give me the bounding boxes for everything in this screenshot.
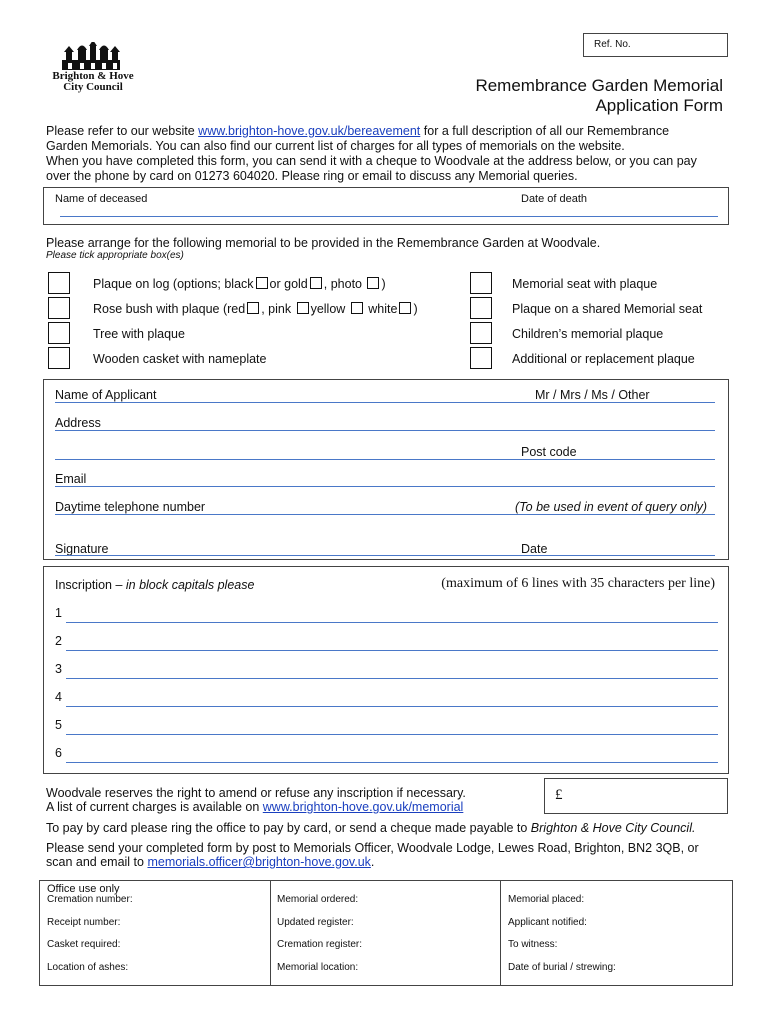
mini-checkbox-white[interactable] xyxy=(399,302,411,314)
inscription-line-1[interactable] xyxy=(66,622,718,623)
address-label: Address xyxy=(55,416,101,430)
option-shared-seat: Plaque on a shared Memorial seat xyxy=(512,302,703,316)
checkbox-shared-seat[interactable] xyxy=(470,297,492,319)
office-field-label: Updated register: xyxy=(277,917,354,928)
option-children: Children’s memorial plaque xyxy=(512,327,664,341)
inscription-line-2[interactable] xyxy=(66,650,718,651)
office-use-table xyxy=(39,880,733,986)
inscription-line-number: 4 xyxy=(55,690,62,704)
council-name-line1: Brighton & Hove xyxy=(52,70,134,82)
title-line2: Application Form xyxy=(595,96,723,115)
email-line[interactable] xyxy=(55,486,715,487)
office-field-label: Location of ashes: xyxy=(47,962,129,973)
bereavement-link[interactable]: www.brighton-hove.gov.uk/bereavement xyxy=(198,124,421,138)
inscription-line-4[interactable] xyxy=(66,706,718,707)
checkbox-seat[interactable] xyxy=(470,272,492,294)
office-field-label: Date of burial / strewing: xyxy=(508,962,616,973)
pound-sign: £ xyxy=(555,787,563,803)
mini-checkbox-black[interactable] xyxy=(256,277,268,289)
phone-label: Daytime telephone number xyxy=(55,500,206,514)
applicant-box xyxy=(43,379,729,560)
option-rose-bush: Rose bush with plaque (red , pink yellow white ) xyxy=(93,302,418,316)
option-casket: Wooden casket with nameplate xyxy=(93,352,267,366)
signature-label: Signature xyxy=(55,542,109,556)
send-info: Please send your completed form by post to Memorials Officer, Woodvale Lodge, Lewes Road, Brighton, BN2 3QB, or scan and email to memorials.officer@brighton-hove.gov.uk. xyxy=(46,841,699,869)
inscription-box xyxy=(43,566,729,774)
inscription-line-number: 1 xyxy=(55,606,62,620)
applicant-title-label: Mr / Mrs / Ms / Other xyxy=(535,388,650,402)
mini-checkbox-pink[interactable] xyxy=(297,302,309,314)
signature-line[interactable] xyxy=(55,555,715,556)
checkbox-tree[interactable] xyxy=(48,322,70,344)
inscription-line-number: 6 xyxy=(55,746,62,760)
postcode-label: Post code xyxy=(521,445,577,459)
applicant-name-line[interactable] xyxy=(55,402,715,403)
office-use-heading: Office use only xyxy=(47,883,120,895)
intro-text: Please refer to our website www.brighton-hove.gov.uk/bereavement for a full description of all our Remembrance Garden Memorials. You can also find our current list of charges for all types of memorials on the website. When you have completed this form, you can send it with a cheque to Woodvale at the address below, or you can pay over the phone by card on 01273 604020. Please ring or email to discuss any Memorial queries. xyxy=(46,124,697,183)
applicant-name-label: Name of Applicant xyxy=(55,388,157,402)
option-plaque-log: Plaque on log (options; black or gold , photo ) xyxy=(93,277,386,291)
memorials-email-link[interactable]: memorials.officer@brighton-hove.gov.uk xyxy=(147,855,371,869)
office-field-label: Cremation register: xyxy=(277,939,363,950)
office-field-label: Cremation number: xyxy=(47,894,133,905)
inscription-max-note: (maximum of 6 lines with 35 characters per line) xyxy=(441,576,715,591)
inscription-label: Inscription – in block capitals please xyxy=(55,578,255,592)
option-additional: Additional or replacement plaque xyxy=(512,352,695,366)
email-label: Email xyxy=(55,472,87,486)
inscription-line-number: 3 xyxy=(55,662,62,676)
payment-amount-box[interactable] xyxy=(544,778,728,814)
inscription-line-number: 2 xyxy=(55,634,62,648)
office-field-label: Casket required: xyxy=(47,939,121,950)
mini-checkbox-gold[interactable] xyxy=(310,277,322,289)
deceased-input-line[interactable] xyxy=(60,216,718,217)
memorial-intro: Please arrange for the following memorial to be provided in the Remembrance Garden at Woodvale. xyxy=(46,236,601,250)
office-field-label: Memorial location: xyxy=(277,962,359,973)
inscription-line-5[interactable] xyxy=(66,734,718,735)
mini-checkbox-yellow[interactable] xyxy=(351,302,363,314)
deceased-name-label: Name of deceased xyxy=(55,193,148,205)
office-field-label: Receipt number: xyxy=(47,917,121,928)
reserve-notice: Woodvale reserves the right to amend or refuse any inscription if necessary. A list of current charges is available on www.brighton-hove.gov.uk/memorial xyxy=(46,786,466,814)
address-line[interactable] xyxy=(55,430,715,431)
title-line1: Remembrance Garden Memorial xyxy=(475,76,723,95)
page-title xyxy=(475,76,723,116)
checkbox-casket[interactable] xyxy=(48,347,70,369)
inscription-line-3[interactable] xyxy=(66,678,718,679)
tick-instruction: Please tick appropriate box(es) xyxy=(46,250,184,261)
inscription-line-number: 5 xyxy=(55,718,62,732)
checkbox-rose-bush[interactable] xyxy=(48,297,70,319)
ref-number-label: Ref. No. xyxy=(594,39,631,50)
office-field-label: Memorial placed: xyxy=(508,894,585,905)
checkbox-additional[interactable] xyxy=(470,347,492,369)
postcode-line[interactable] xyxy=(55,459,715,460)
payment-info: To pay by card please ring the office to pay by card, or send a cheque made payable to Brighton & Hove City Council. xyxy=(46,821,696,835)
applicant-date-label: Date xyxy=(521,542,548,556)
death-date-label: Date of death xyxy=(521,193,588,205)
office-field-label: To witness: xyxy=(508,939,558,950)
checkbox-children[interactable] xyxy=(470,322,492,344)
office-field-label: Applicant notified: xyxy=(508,917,587,928)
memorial-charges-link[interactable]: www.brighton-hove.gov.uk/memorial xyxy=(262,800,464,814)
council-name-line2: City Council xyxy=(63,81,123,93)
council-name xyxy=(48,71,138,93)
mini-checkbox-red[interactable] xyxy=(247,302,259,314)
checkbox-plaque-log[interactable] xyxy=(48,272,70,294)
option-tree: Tree with plaque xyxy=(93,327,185,341)
inscription-line-6[interactable] xyxy=(66,762,718,763)
phone-note: (To be used in event of query only) xyxy=(515,500,708,514)
option-seat: Memorial seat with plaque xyxy=(512,277,658,291)
phone-line[interactable] xyxy=(55,514,715,515)
mini-checkbox-photo[interactable] xyxy=(367,277,379,289)
office-field-label: Memorial ordered: xyxy=(277,894,359,905)
ref-number-box[interactable] xyxy=(583,33,728,57)
